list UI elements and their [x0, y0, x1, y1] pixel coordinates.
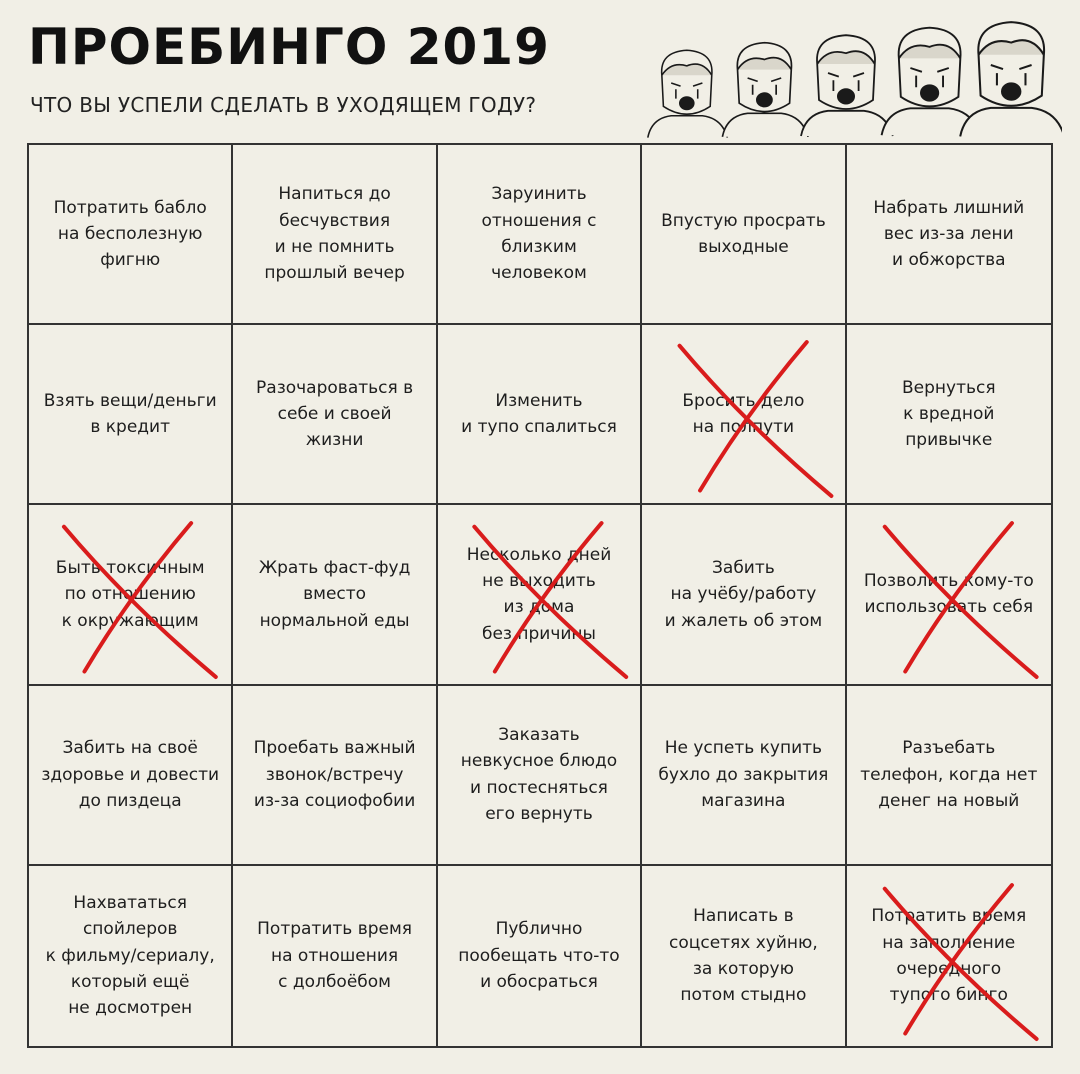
- bingo-cell[interactable]: [847, 505, 1051, 685]
- page-title: ПРОЕБИНГО 2019: [28, 18, 550, 76]
- bingo-cell[interactable]: [29, 325, 233, 505]
- bingo-cell-text: Забить на учёбу/работу и жалеть об этом: [664, 557, 823, 631]
- bingo-cell-text: Публично пообещать что-то и обосраться: [458, 919, 620, 993]
- bingo-cell[interactable]: [642, 325, 846, 505]
- bingo-cell[interactable]: [847, 686, 1051, 866]
- bingo-cell[interactable]: [438, 686, 642, 866]
- bingo-cell[interactable]: [847, 325, 1051, 505]
- bingo-cell[interactable]: [847, 145, 1051, 325]
- bingo-cell[interactable]: [438, 866, 642, 1046]
- bingo-cell[interactable]: [438, 145, 642, 325]
- bingo-cell-text: Потратить время на отношения с долбоёбом: [257, 919, 413, 993]
- bingo-cell[interactable]: [642, 505, 846, 685]
- bingo-cell[interactable]: [233, 505, 437, 685]
- bingo-cell-text: Разъебать телефон, когда нет денег на новый: [860, 738, 1038, 811]
- bingo-cell[interactable]: [642, 866, 846, 1046]
- bingo-cell[interactable]: [642, 145, 846, 325]
- bingo-cell-text: Не успеть купить бухло до закрытия магазина: [658, 738, 829, 811]
- bingo-cell-text: Напиться до бесчувствия и не помнить прошлый вечер: [264, 184, 405, 284]
- bingo-cell[interactable]: [642, 686, 846, 866]
- bingo-cell-text: Заруинить отношения с близким человеком: [481, 184, 597, 284]
- crying-face-icon: [960, 22, 1062, 136]
- crying-face-icon: [882, 28, 980, 136]
- bingo-cell-text: Нахвататься спойлеров к фильму/сериалу, который ещё не досмотрен: [45, 893, 215, 1019]
- bingo-cell-text: Набрать лишний вес из-за лени и обжорства: [873, 197, 1025, 271]
- bingo-cell[interactable]: [233, 145, 437, 325]
- bingo-cell[interactable]: [29, 866, 233, 1046]
- bingo-cell-text: Потратить бабло на бесполезную фигню: [53, 197, 207, 271]
- bingo-cell-text: Заказать невкусное блюдо и постесняться его вернуть: [460, 725, 618, 825]
- crying-face-icon: [648, 50, 728, 137]
- bingo-cell-text: Написать в соцсетях хуйню, за которую потом стыдно: [669, 906, 818, 1006]
- bingo-cell[interactable]: [438, 505, 642, 685]
- bingo-cell-text: Разочароваться в себе и своей жизни: [256, 377, 414, 451]
- crying-faces-illustration: [632, 14, 1062, 144]
- bingo-cell[interactable]: [29, 505, 233, 685]
- bingo-cell-text: Вернуться к вредной привычке: [901, 377, 996, 451]
- bingo-cell-text: Бросить дело на полпути: [682, 390, 805, 438]
- bingo-cell-text: Впустую просрать выходные: [661, 210, 826, 258]
- header: [0, 0, 1080, 143]
- page-subtitle: ЧТО ВЫ УСПЕЛИ СДЕЛАТЬ В УХОДЯЩЕМ ГОДУ?: [30, 93, 537, 117]
- bingo-cell[interactable]: [29, 145, 233, 325]
- bingo-cell-text: Позволить кому-то использовать себя: [863, 571, 1034, 618]
- bingo-cell-text: Проебать важный звонок/встречу из-за социофобии: [253, 738, 416, 811]
- crying-face-icon: [801, 35, 893, 136]
- bingo-cell-text: Жрать фаст-фуд вместо нормальной еды: [258, 557, 411, 631]
- bingo-cell[interactable]: [438, 325, 642, 505]
- bingo-cell-text: Быть токсичным по отношению к окружающим: [55, 557, 205, 631]
- bingo-cell-text: Взять вещи/деньги в кредит: [43, 390, 217, 438]
- bingo-grid: [27, 143, 1053, 1048]
- bingo-cell[interactable]: [847, 866, 1051, 1046]
- bingo-cell[interactable]: [29, 686, 233, 866]
- bingo-cell-text: Потратить время на заполнение очередного тупого бинго: [871, 906, 1027, 1006]
- bingo-cell[interactable]: [233, 325, 437, 505]
- bingo-cell[interactable]: [233, 686, 437, 866]
- bingo-cell-text: Забить на своё здоровье и довести до пиздеца: [41, 738, 220, 811]
- bingo-cell-text: Несколько дней не выходить из дома без причины: [466, 544, 612, 644]
- crying-face-icon: [722, 43, 808, 137]
- bingo-cell[interactable]: [233, 866, 437, 1046]
- bingo-cell-text: Изменить и тупо спалиться: [461, 390, 617, 438]
